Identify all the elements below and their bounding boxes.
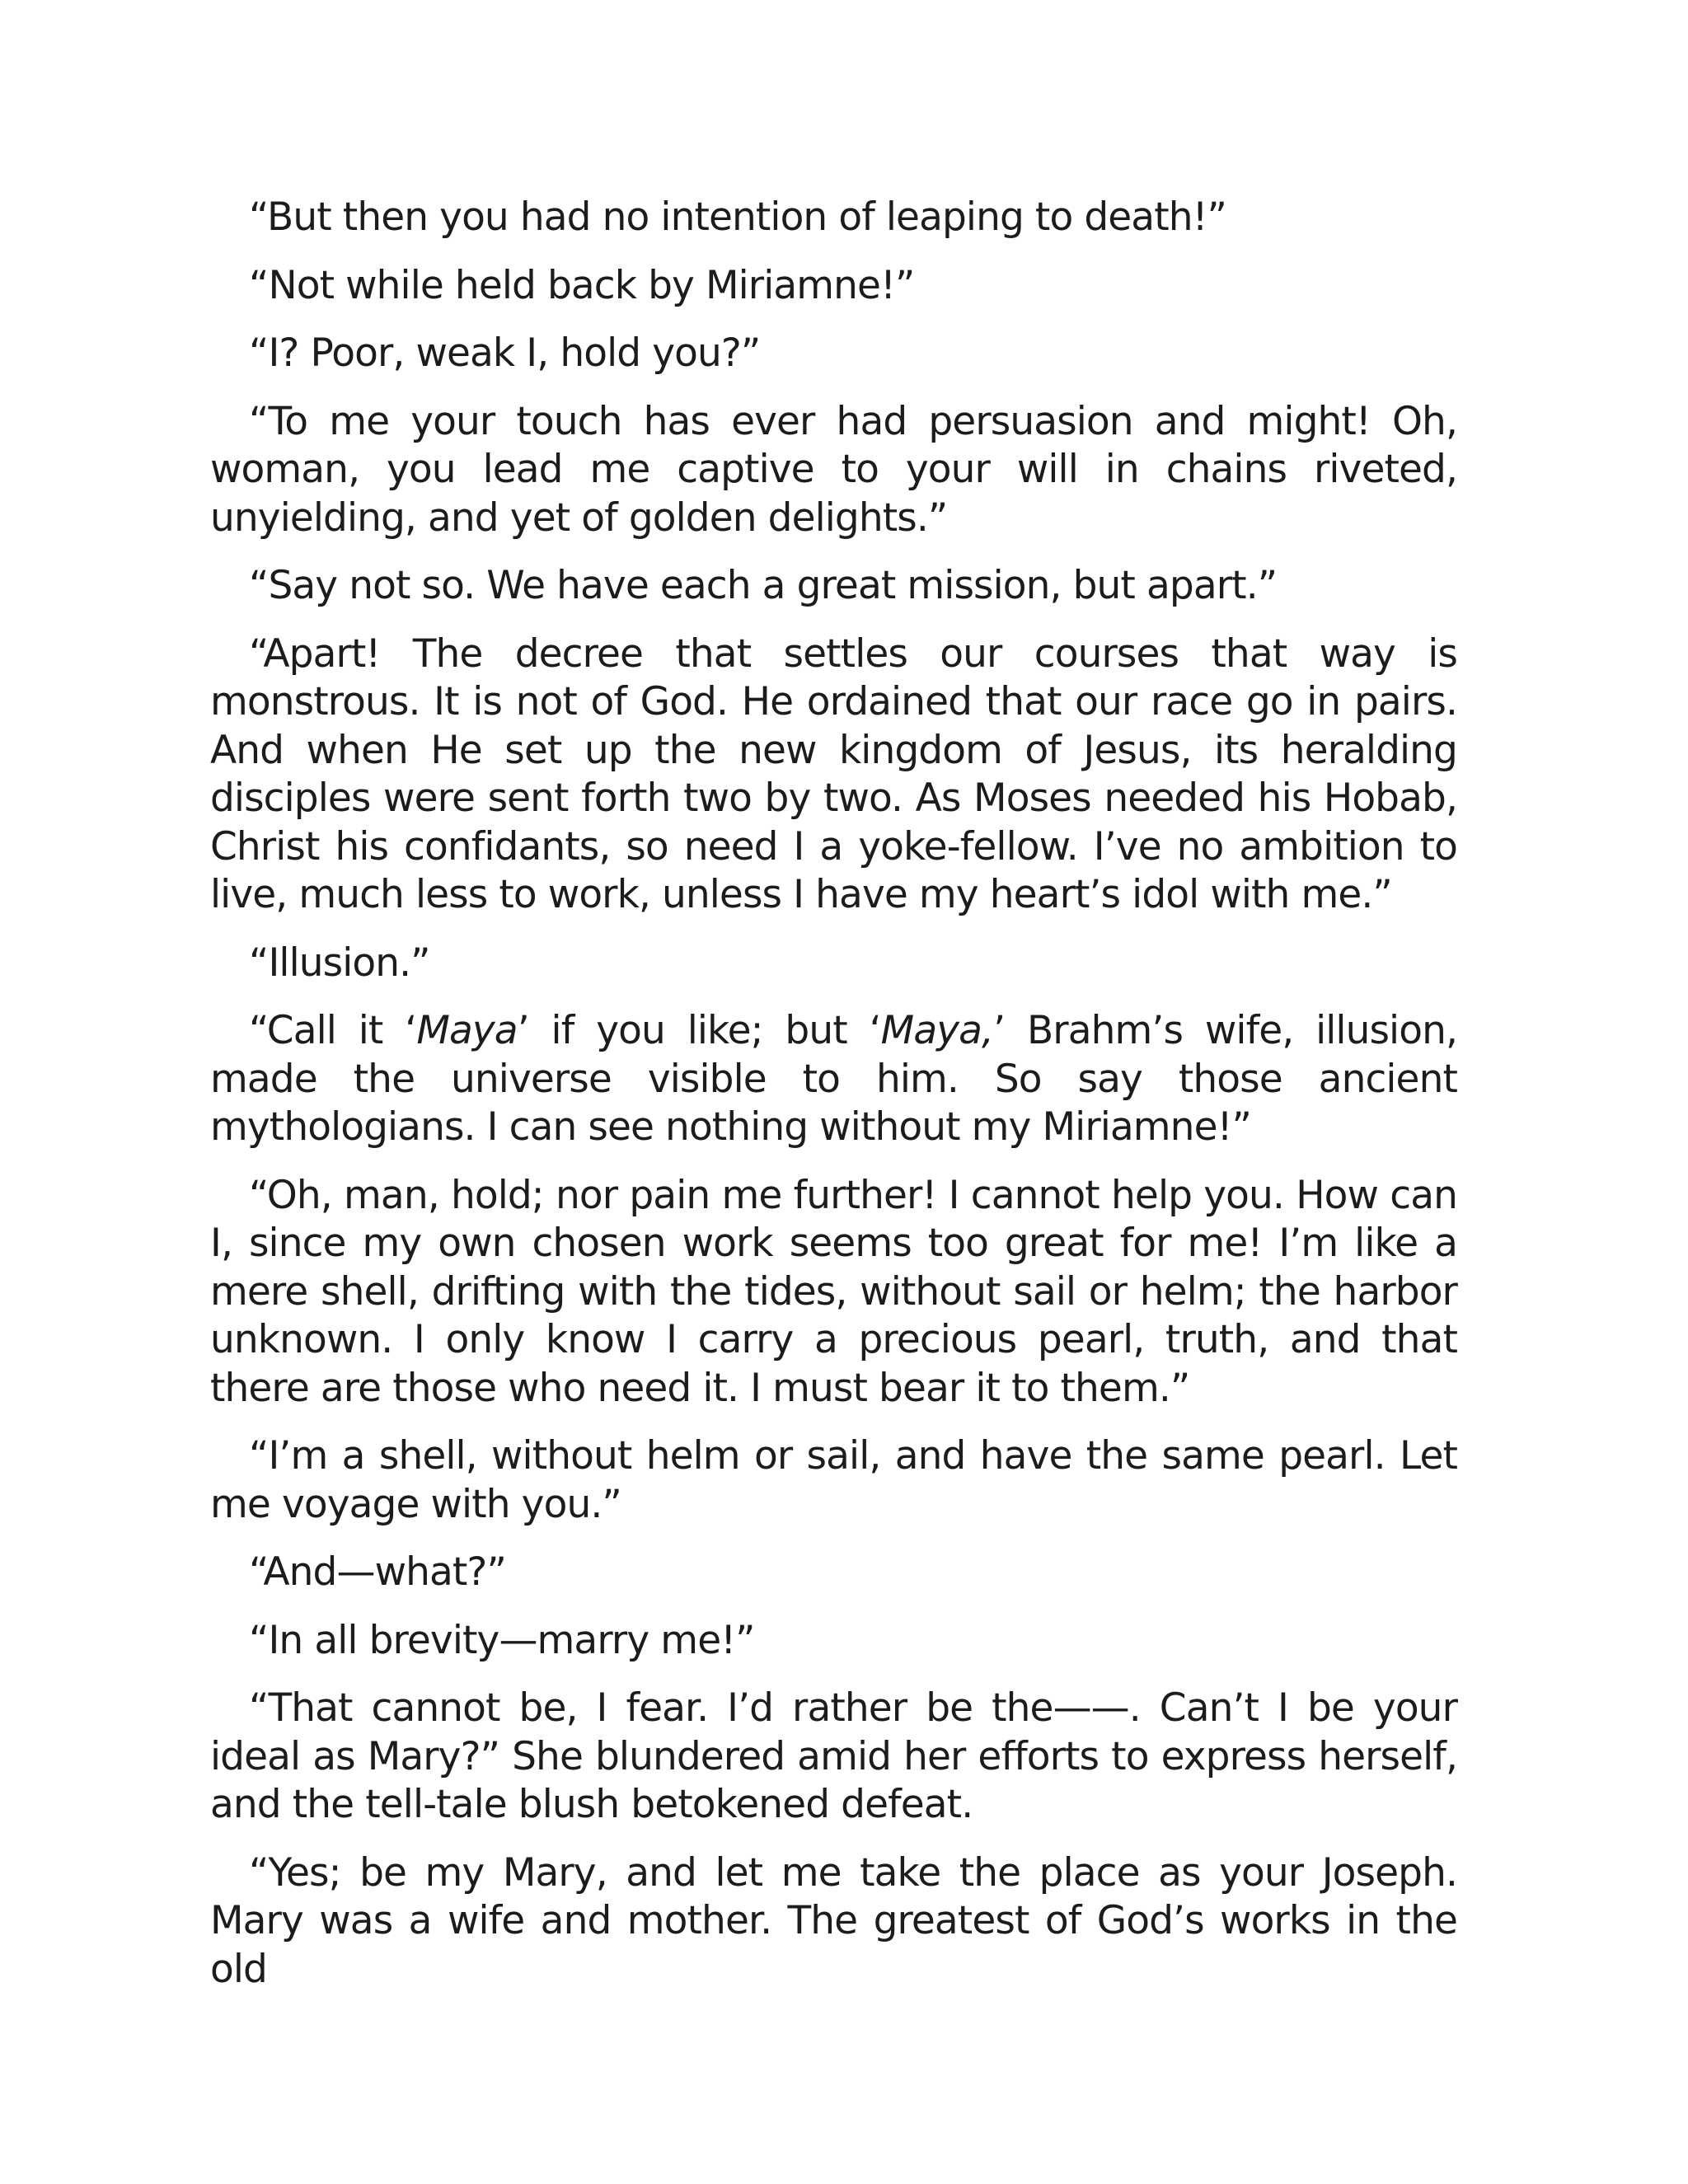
paragraph-text: ’ Brahm’s wife, illusion, made the universe visible to him. So say those ancient mythologians. I can see nothing without my Miriamne!”	[210, 1008, 1457, 1150]
page-text	[210, 194, 1457, 1994]
paragraph: “Apart! The decree that settles our courses that way is monstrous. It is not of God. He ordained that our race go in pairs. And when He set up the new kingdom of Jesus, its heralding disciples were sent forth two by two. As Moses needed his Hobab, Christ his confidants, so need I a yoke-fellow. I’ve no ambition to live, much less to work, unless I have my heart’s idol with me.”	[210, 630, 1457, 917]
paragraph: “But then you had no intention of leaping to death!”	[249, 194, 1227, 240]
paragraph	[210, 1007, 1457, 1152]
paragraph: “And—what?”	[249, 1549, 506, 1595]
italic-word: Maya,	[880, 1008, 994, 1053]
paragraph-text: “Call it ‘	[249, 1008, 417, 1053]
paragraph: “Say not so. We have each a great mission, but apart.”	[249, 563, 1278, 608]
paragraph: “I? Poor, weak I, hold you?”	[249, 330, 761, 376]
paragraph: “That cannot be, I fear. I’d rather be the——. Can’t I be your ideal as Mary?” She blundered amid her efforts to express herself, and the tell-tale blush betokened defeat.	[210, 1685, 1457, 1827]
paragraph-text: ’ if you like; but ‘	[517, 1008, 881, 1053]
paragraph: “I’m a shell, without helm or sail, and have the same pearl. Let me voyage with you.”	[210, 1433, 1457, 1527]
paragraph: “Yes; be my Mary, and let me take the place as your Joseph. Mary was a wife and mother. The greatest of God’s works in the old	[210, 1849, 1457, 1992]
paragraph: “In all brevity—marry me!”	[249, 1617, 755, 1663]
paragraph: “Not while held back by Miriamne!”	[249, 262, 915, 308]
paragraph: “Oh, man, hold; nor pain me further! I cannot help you. How can I, since my own chosen work seems too great for me! I’m like a mere shell, drifting with the tides, without sail or helm; the harbor unknown. I only know I carry a precious pearl, truth, and that there are those who need it. I must bear it to them.”	[210, 1172, 1457, 1411]
italic-word: Maya	[416, 1008, 518, 1053]
paragraph: “Illusion.”	[249, 940, 430, 986]
paragraph: “To me your touch has ever had persuasion and might! Oh, woman, you lead me captive to your will in chains riveted, unyielding, and yet of golden delights.”	[210, 398, 1457, 541]
